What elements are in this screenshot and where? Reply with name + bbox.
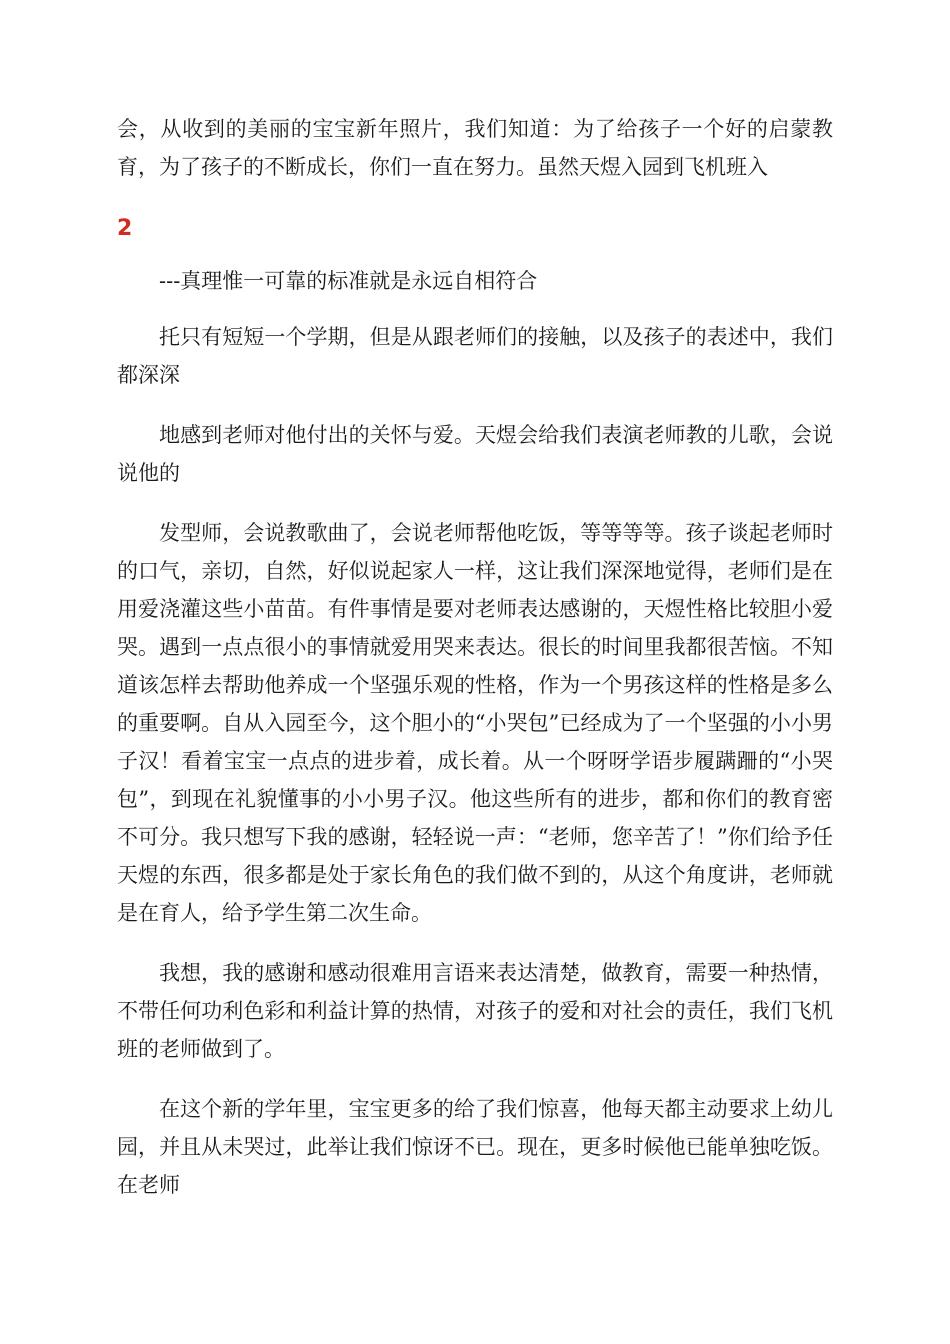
paragraph-3: 发型师，会说教歌曲了，会说老师帮他吃饭，等等等等。孩子谈起老师时的口气，亲切，自然，好似说起家人一样，这让我们深深地觉得，老师们是在用爱浇灌这些小苗苗。有件事情是要对老师表达感谢的，天煜性格比较胆小爱哭。遇到一点点很小的事情就爱用哭来表达。很长的时间里我都很苦恼。不知道该怎样去帮助他养成一个坚强乐观的性格，作为一个男孩这样的性格是多么的重要啊。自从入园至今，这个胆小的“小哭包”已经成为了一个坚强的小小男子汉！看着宝宝一点点的进步着，成长着。从一个呀呀学语步履蹒跚的“小哭包”，到现在礼貌懂事的小小男子汉。他这些所有的进步，都和你们的教育密不可分。我只想写下我的感谢，轻轻说一声：“老师，您辛苦了！”你们给予任天煜的东西，很多都是处于家长角色的我们做不到的，从这个角度讲，老师就是在育人，给予学生第二次生命。 [117,521,833,925]
paragraph-1: 托只有短短一个学期，但是从跟老师们的接触，以及孩子的表述中，我们都深深 [117,325,833,387]
paragraph-continuation: 会，从收到的美丽的宝宝新年照片，我们知道：为了给孩子一个好的启蒙教育，为了孩子的不断成长，你们一直在努力。虽然天煜入园到飞机班入 [117,117,833,179]
paragraph-2: 地感到老师对他付出的关怀与爱。天煜会给我们表演老师教的儿歌，会说说他的 [117,423,833,485]
paragraph-5: 在这个新的学年里，宝宝更多的给了我们惊喜，他每天都主动要求上幼儿园，并且从未哭过，此举让我们惊讶不已。现在，更多时候他已能单独吃饭。在老师 [117,1097,833,1197]
page-number: 2 [117,216,133,241]
document-body [117,110,833,1204]
quote-line: ---真理惟一可靠的标准就是永远自相符合 [159,269,538,293]
paragraph-4: 我想，我的感谢和感动很难用言语来表达清楚，做教育，需要一种热情，不带任何功利色彩和利益计算的热情，对孩子的爱和对社会的责任，我们飞机班的老师做到了。 [117,961,833,1061]
